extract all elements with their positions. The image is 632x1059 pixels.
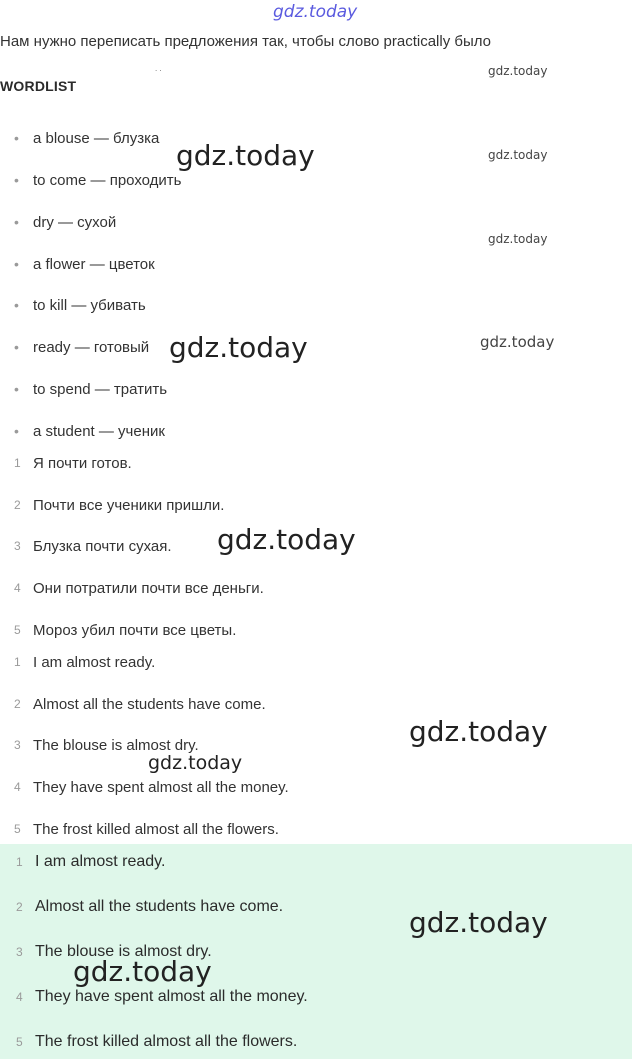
bullet-icon: • — [14, 172, 19, 188]
answer-sentence: 2 Almost all the students have come. — [16, 898, 284, 915]
bullet-icon: • — [14, 297, 19, 313]
intro-text: Нам нужно переписать предложения так, чтобы слово practically было — [0, 33, 492, 50]
english-sentence: 5 The frost killed almost all the flowers. — [14, 820, 279, 838]
watermark: gdz.today — [148, 752, 243, 774]
english-sentence: 4 They have spent almost all the money. — [14, 778, 289, 796]
russian-sentence: 1 Я почти готов. — [14, 454, 132, 472]
watermark-top: gdz.today — [273, 2, 358, 22]
bullet-icon: • — [14, 256, 19, 272]
watermark: gdz.today — [169, 331, 308, 364]
wordlist-item: • to kill — убивать — [14, 296, 146, 314]
watermark: gdz.today — [488, 148, 548, 162]
wordlist-item: • ready — готовый — [14, 338, 150, 356]
russian-sentence: 4 Они потратили почти все деньги. — [14, 579, 264, 597]
russian-sentence: 2 Почти все ученики пришли. — [14, 496, 225, 514]
russian-sentence: 3 Блузка почти сухая. — [14, 537, 172, 555]
wordlist-heading: WORDLIST — [0, 78, 77, 94]
watermark: gdz.today — [480, 333, 555, 351]
specks: . . — [155, 64, 162, 73]
watermark: gdz.today — [488, 232, 548, 246]
wordlist-item: • a student — ученик — [14, 422, 165, 440]
wordlist-item: • to spend — тратить — [14, 380, 168, 398]
answer-sentence: 1 I am almost ready. — [16, 853, 166, 870]
watermark: gdz.today — [409, 906, 548, 939]
english-sentence: 2 Almost all the students have come. — [14, 695, 266, 713]
answer-sentence: 4 They have spent almost all the money. — [16, 988, 308, 1005]
wordlist-item: • to come — проходить — [14, 171, 182, 189]
answer-sentence: 5 The frost killed almost all the flowers. — [16, 1033, 298, 1050]
bullet-icon: • — [14, 339, 19, 355]
bullet-icon: • — [14, 130, 19, 146]
english-sentence: 1 I am almost ready. — [14, 653, 156, 671]
bullet-icon: • — [14, 381, 19, 397]
wordlist-item: • dry — сухой — [14, 213, 117, 231]
answer-sentence: 3 The blouse is almost dry. — [16, 943, 212, 960]
watermark: gdz.today — [217, 523, 356, 556]
watermark: gdz.today — [488, 64, 548, 78]
wordlist-item: • a flower — цветок — [14, 255, 155, 273]
wordlist-item: • a blouse — блузка — [14, 129, 160, 147]
watermark: gdz.today — [73, 955, 212, 988]
bullet-icon: • — [14, 214, 19, 230]
russian-sentence: 5 Мороз убил почти все цветы. — [14, 621, 237, 639]
bullet-icon: • — [14, 423, 19, 439]
watermark: gdz.today — [176, 139, 315, 172]
watermark: gdz.today — [409, 715, 548, 748]
english-sentence: 3 The blouse is almost dry. — [14, 736, 199, 754]
